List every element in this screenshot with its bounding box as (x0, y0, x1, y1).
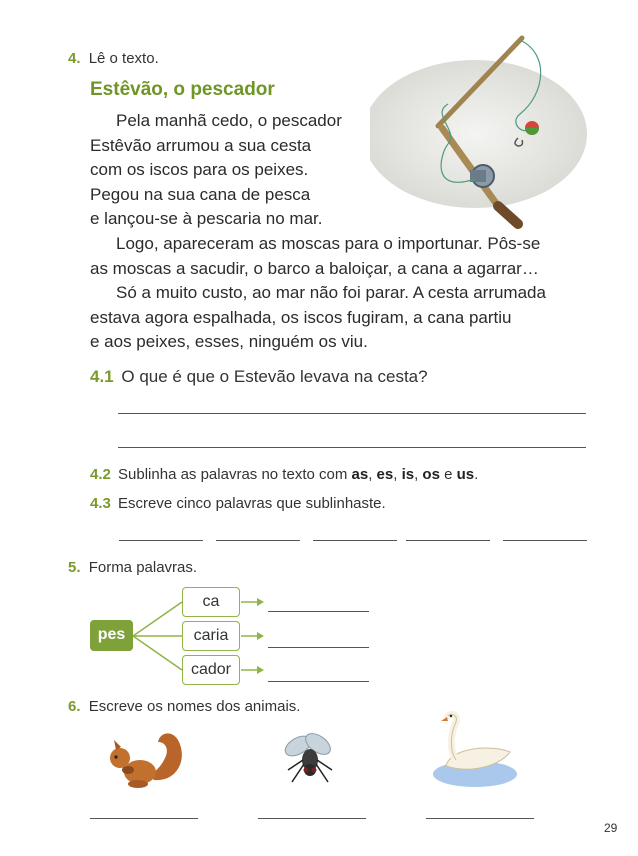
q4-number: 4. (68, 50, 81, 67)
q6-instruction: Escreve os nomes dos animais. (88, 698, 301, 715)
answer-line-5-2[interactable] (268, 647, 369, 648)
q43-number: 4.3 (90, 495, 111, 512)
story-line: Só a muito custo, ao mar não foi parar. A cesta arrumada (116, 283, 546, 303)
story-line: e aos peixes, esses, ninguém os viu. (90, 332, 368, 352)
sep: , (414, 466, 423, 483)
swan-illustration (430, 708, 520, 790)
q41-number: 4.1 (90, 367, 114, 386)
page-number: 29 (604, 821, 618, 835)
kw-is: is (401, 466, 415, 483)
story-line: as moscas a sacudir, o barco a baloiçar, a cana a agarrar… (90, 258, 539, 278)
q42-pre: Sublinha as palavras no texto com (118, 466, 352, 483)
q5-instruction: Forma palavras. (88, 559, 198, 576)
story-line: Pela manhã cedo, o pescador (116, 111, 342, 130)
q43-text: Escreve cinco palavras que sublinhaste. (118, 495, 386, 512)
sep: , (368, 466, 377, 483)
story-line: Pegou na sua cana de pesca (90, 184, 311, 204)
kw-os: os (422, 466, 440, 483)
story-title: Estêvão, o pescador (90, 79, 275, 100)
q6-header (68, 698, 300, 715)
q42-number: 4.2 (90, 466, 111, 483)
story-line: estava agora espalhada, os iscos fugiram, a cana partiu (90, 307, 512, 327)
story-line: com os iscos para os peixes. (90, 160, 309, 180)
kw-as: as (351, 466, 369, 483)
answer-line-6-1[interactable] (90, 818, 198, 819)
answer-line-6-3[interactable] (426, 818, 534, 819)
q5-number: 5. (68, 559, 81, 576)
answer-line-5-1[interactable] (268, 611, 369, 612)
story-line: Estêvão arrumou a sua cesta (90, 135, 312, 155)
sep: , (393, 466, 402, 483)
q41-text: O que é que o Estevão levava na cesta? (121, 367, 428, 386)
q4-instruction: Lê o texto. (88, 50, 159, 67)
kw-es: es (376, 466, 394, 483)
suffix-ca: ca (182, 587, 240, 617)
story-line: Logo, apareceram as moscas para o importunar. Pôs-se (116, 233, 541, 253)
answer-line-5-3[interactable] (268, 681, 369, 682)
fly-illustration (278, 730, 340, 788)
q6-number: 6. (68, 698, 81, 715)
kw-us: us (456, 466, 475, 483)
story-line: e lançou-se à pescaria no mar. (90, 209, 323, 229)
suffix-cador: cador (182, 655, 240, 685)
period: . (474, 466, 479, 483)
root-pes: pes (90, 620, 133, 651)
squirrel-illustration (104, 728, 188, 792)
answer-line-6-2[interactable] (258, 818, 366, 819)
sep-and: e (439, 466, 457, 483)
suffix-caria: caria (182, 621, 240, 651)
